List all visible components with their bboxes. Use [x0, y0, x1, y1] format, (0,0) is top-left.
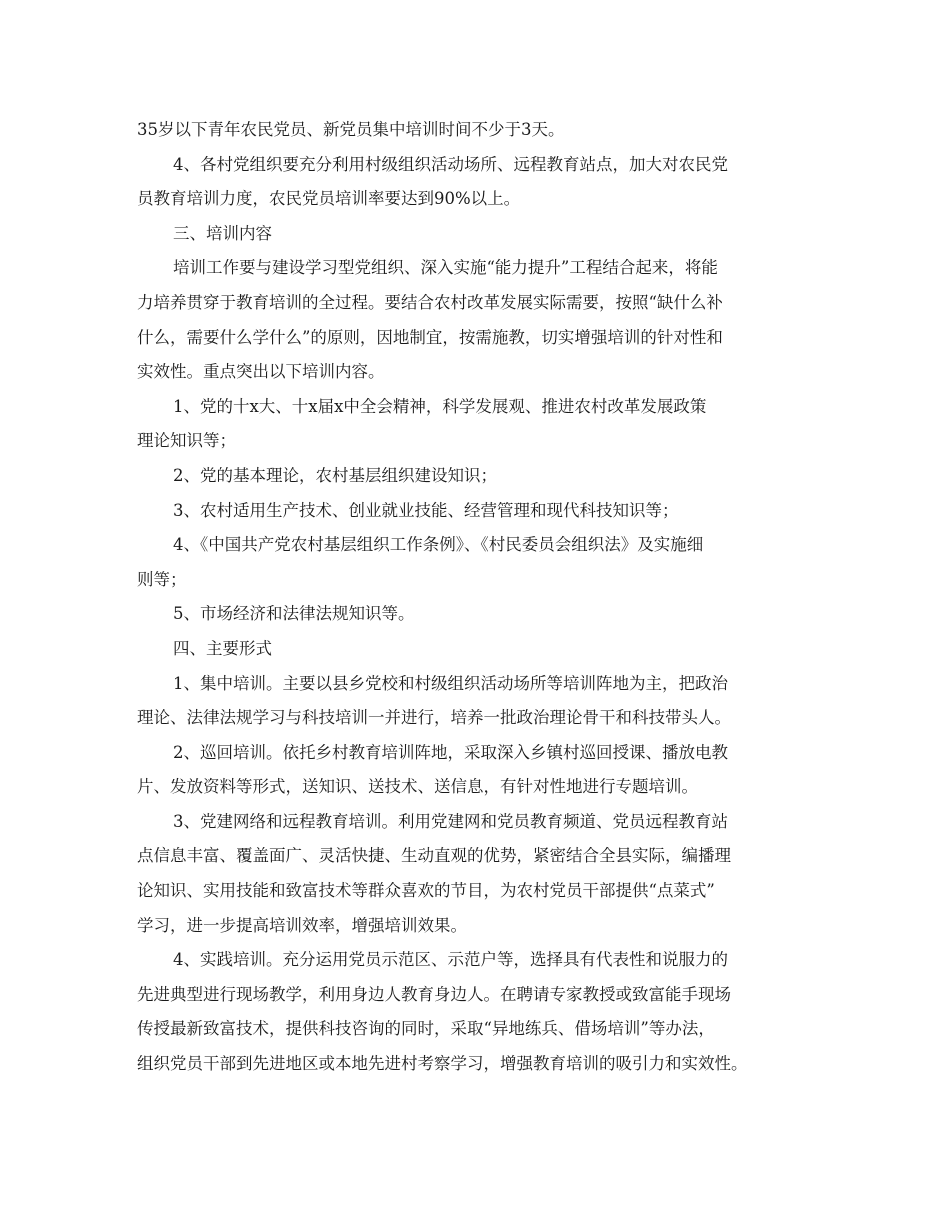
text-line: 学习，进一步提高培训效率，增强培训效果。: [137, 915, 467, 935]
text-line: 员教育培训力度，农民党员培训率要达到90%以上。: [137, 189, 521, 209]
text-line: 3、农村适用生产技术、创业就业技能、经营管理和现代科技知识等；: [173, 500, 679, 520]
text-line: 力培养贯穿于教育培训的全过程。要结合农村改革发展实际需要，按照“缺什么补: [137, 292, 723, 312]
text-line: 实效性。重点突出以下培训内容。: [137, 362, 385, 382]
text-line: 三、培训内容: [173, 223, 272, 243]
text-line: 则等；: [137, 569, 187, 589]
text-line: 4、各村党组织要充分利用村级组织活动场所、远程教育站点，加大对农民党: [173, 154, 728, 174]
text-line: 5、市场经济和法律法规知识等。: [173, 604, 415, 624]
text-line: 1、党的十x大、十x届x中全会精神，科学发展观、推进农村改革发展政策: [173, 396, 707, 416]
text-line: 先进典型进行现场教学，利用身边人教育身边人。在聘请专家教授或致富能手现场: [137, 984, 731, 1004]
text-line: 论知识、实用技能和致富技术等群众喜欢的节目，为农村党员干部提供“点菜式”: [137, 881, 715, 901]
text-line: 点信息丰富、覆盖面广、灵活快捷、生动直观的优势，紧密结合全县实际，编播理: [137, 846, 731, 866]
text-line: 4、《中国共产党农村基层组织工作条例》、《村民委员会组织法》及实施细: [173, 535, 704, 555]
text-line: 35岁以下青年农民党员、新党员集中培训时间不少于3天。: [137, 120, 565, 139]
text-line: 2、党的基本理论，农村基层组织建设知识；: [173, 465, 497, 485]
text-line: 3、党建网络和远程教育培训。利用党建网和党员教育频道、党员远程教育站: [173, 811, 728, 831]
text-line: 2、巡回培训。依托乡村教育培训阵地，采取深入乡镇村巡回授课、播放电教: [173, 742, 728, 762]
text-line: 培训工作要与建设学习型党组织、深入实施“能力提升”工程结合起来，将能: [173, 258, 718, 278]
text-line: 传授最新致富技术，提供科技咨询的同时，采取“异地练兵、借场培训”等办法，: [137, 1019, 715, 1039]
text-line: 理论、法律法规学习与科技培训一并进行，培养一批政治理论骨干和科技带头人。: [137, 708, 731, 728]
text-line: 4、实践培训。充分运用党员示范区、示范户等，选择具有代表性和说服力的: [173, 950, 728, 970]
document-body: [137, 113, 823, 1082]
text-line: 理论知识等；: [137, 431, 236, 451]
text-line: 什么，需要什么学什么”的原则，因地制宜，按需施教，切实增强培训的针对性和: [137, 327, 723, 347]
text-line: 1、集中培训。主要以县乡党校和村级组织活动场所等培训阵地为主，把政治: [173, 673, 728, 693]
text-line: 四、主要形式: [173, 638, 272, 658]
text-line: 片、发放资料等形式，送知识、送技术、送信息，有针对性地进行专题培训。: [137, 777, 698, 797]
text-line: 组织党员干部到先进地区或本地先进村考察学习，增强教育培训的吸引力和实效性。: [137, 1054, 748, 1074]
